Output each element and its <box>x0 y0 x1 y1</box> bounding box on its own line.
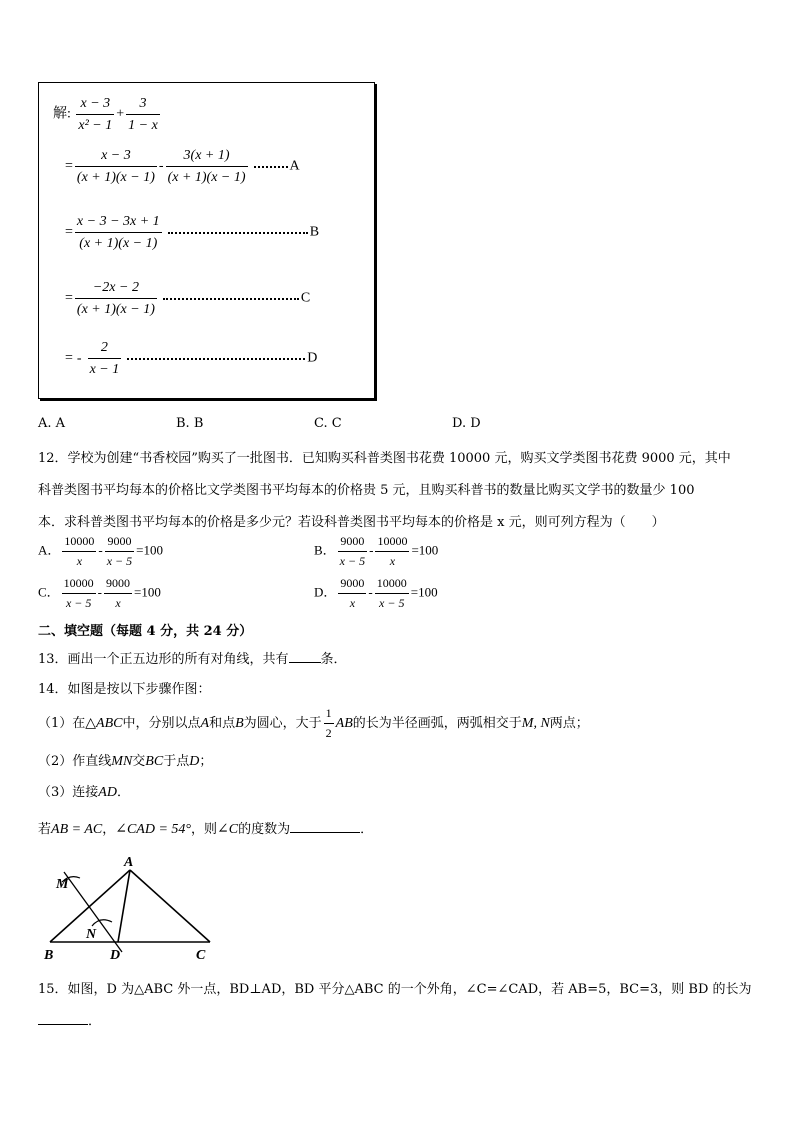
option-label: A． <box>38 542 61 558</box>
q13-text: 13．画出一个正五边形的所有对角线，共有 <box>38 652 289 667</box>
operator: + <box>116 106 125 122</box>
q12-option-a[interactable] <box>38 534 163 569</box>
numerator: 3(x + 1) <box>166 147 248 167</box>
label-b: B <box>44 948 54 963</box>
text: （2）作直线 <box>38 754 112 769</box>
q14-step-2 <box>38 750 212 770</box>
leader-dots <box>168 232 308 234</box>
denominator: x <box>389 554 396 568</box>
leader-dots <box>127 358 305 360</box>
text: ． <box>88 1014 102 1029</box>
text: 为圆心，大于 <box>243 716 322 731</box>
label-d: D <box>110 948 121 963</box>
q13 <box>38 648 347 667</box>
rhs: =100 <box>134 584 161 600</box>
rhs: =100 <box>136 542 164 558</box>
numerator: 2 <box>88 339 122 359</box>
label-m: M <box>56 877 69 892</box>
answer-blank[interactable] <box>38 1024 88 1025</box>
fraction <box>76 95 114 134</box>
fraction <box>375 576 409 611</box>
text: 的长为半径画弧，两弧相交于 <box>352 716 522 731</box>
label-a: A <box>124 855 134 870</box>
q14-step-3 <box>38 781 130 801</box>
math: ∠C <box>217 822 239 837</box>
fraction <box>88 339 122 378</box>
math: ∠CAD = 54° <box>115 822 191 837</box>
numerator: 10000 <box>375 576 409 594</box>
leader-dots <box>163 298 299 300</box>
math: BC <box>145 754 164 769</box>
q12-option-d[interactable] <box>314 576 438 611</box>
q12-line-3: 本．求科普类图书平均每本的价格是多少元？若设科普类图书平均每本的价格是 x 元，则可列方程为（ ） <box>38 515 665 530</box>
numerator: 10000 <box>375 534 409 552</box>
math: MN <box>111 754 133 769</box>
numerator: −2x − 2 <box>75 279 157 299</box>
operator: - <box>98 542 103 558</box>
text: 于点 <box>163 754 190 769</box>
fraction <box>62 534 96 569</box>
denominator: x <box>349 596 356 610</box>
text: 两点； <box>549 716 589 731</box>
numerator: 9000 <box>338 576 366 594</box>
math: △ABC <box>85 716 123 731</box>
operator: - <box>97 584 103 600</box>
label-n: N <box>86 927 97 942</box>
solution-line-b <box>65 213 319 252</box>
math: M, N <box>521 716 550 731</box>
q11-option-c[interactable]: C. C <box>314 416 342 431</box>
q11-option-d[interactable]: D. D <box>452 416 481 431</box>
text: 交 <box>132 754 146 769</box>
denominator: x² − 1 <box>78 118 113 133</box>
text: ． <box>360 822 374 837</box>
solution-line-c <box>65 279 310 318</box>
numerator: x − 3 − 3x + 1 <box>75 213 162 233</box>
q12-option-b[interactable] <box>314 534 438 569</box>
denominator: x − 5 <box>339 554 366 568</box>
math: B <box>235 716 244 731</box>
denominator: (x + 1)(x − 1) <box>79 236 158 251</box>
numerator: 9000 <box>104 576 132 594</box>
text: ； <box>199 754 213 769</box>
text: 的度数为 <box>238 822 291 837</box>
equals: = <box>65 224 73 240</box>
q12-line-1: 12．学校为创建“书香校园”购买了一批图书．已知购买科普类图书花费 10000 元，购买文学类图书花费 9000 元，其中 <box>38 451 731 466</box>
numerator: x − 3 <box>75 147 157 167</box>
numerator: 1 <box>324 706 334 724</box>
fraction <box>104 576 132 611</box>
denominator: (x + 1)(x − 1) <box>167 170 246 185</box>
answer-blank[interactable] <box>289 662 321 663</box>
solution-line-a <box>65 147 300 186</box>
option-label: B． <box>314 542 336 558</box>
fraction <box>126 95 160 134</box>
equals: = <box>65 290 73 306</box>
numerator: x − 3 <box>76 95 114 115</box>
triangle-figure <box>40 852 220 964</box>
step-tag: C <box>300 290 311 306</box>
math: D <box>189 754 200 769</box>
text: （3）连接 <box>38 785 99 800</box>
q14-step-1 <box>38 706 589 741</box>
q15-line-2 <box>38 1010 101 1029</box>
denominator: 1 − x <box>128 118 158 133</box>
denominator: x − 5 <box>106 554 133 568</box>
fraction <box>338 576 366 611</box>
q12-line-2: 科普类图书平均每本的价格比文学类图书平均每本的价格贵 5 元，且购买科普书的数量比购买文学书的数量少 100 <box>38 483 695 498</box>
equals: = <box>65 158 73 174</box>
q11-option-b[interactable]: B. B <box>176 416 204 431</box>
q11-option-a[interactable]: A. A <box>38 416 66 431</box>
text: （1）在 <box>38 716 86 731</box>
q14-condition <box>38 818 373 838</box>
math: AB = AC <box>51 822 103 837</box>
rhs: =100 <box>411 542 439 558</box>
equals: = <box>65 350 73 366</box>
math: AB <box>335 716 353 731</box>
fraction <box>75 147 157 186</box>
numerator: 10000 <box>62 576 96 594</box>
fraction <box>375 534 409 569</box>
step-tag: D <box>307 350 318 366</box>
numerator: 9000 <box>105 534 134 552</box>
solution-line-d <box>65 339 317 378</box>
fraction <box>338 534 367 569</box>
denominator: x <box>76 554 83 568</box>
text: ，则 <box>191 822 218 837</box>
q13-text-end: 条． <box>320 652 347 667</box>
q15-line-1: 15．如图，D 为△ABC 外一点，BD⊥AD，BD 平分△ABC 的一个外角，∠C=∠CAD，若 AB=5，BC=3，则 BD 的长为 <box>38 982 752 997</box>
section-title: 二、填空题（每题 4 分，共 24 分） <box>38 624 253 639</box>
solution-intro: 解: <box>53 106 71 122</box>
denominator: x − 5 <box>379 596 405 610</box>
negative-sign: - <box>76 350 82 366</box>
q12-option-c[interactable] <box>38 576 161 611</box>
step-tag: B <box>309 224 320 240</box>
denominator: x <box>115 596 121 610</box>
numerator: 3 <box>126 95 160 115</box>
denominator: x − 5 <box>65 596 92 610</box>
option-label: C． <box>38 584 60 600</box>
label-c: C <box>196 948 206 963</box>
solution-line-0 <box>53 95 162 134</box>
text: ， <box>102 822 116 837</box>
denominator: 2 <box>325 726 332 740</box>
fraction <box>105 534 134 569</box>
answer-blank[interactable] <box>290 832 360 833</box>
operator: - <box>369 542 374 558</box>
segment-ad <box>118 870 130 942</box>
segment-ac <box>130 870 210 942</box>
text: 中，分别以点 <box>122 716 201 731</box>
numerator: 10000 <box>62 534 96 552</box>
fraction <box>166 147 248 186</box>
q14-intro: 14．如图是按以下步骤作图： <box>38 682 211 697</box>
denominator: x − 1 <box>89 362 120 377</box>
operator: - <box>368 584 373 600</box>
denominator: (x + 1)(x − 1) <box>76 302 155 317</box>
option-label: D． <box>314 584 337 600</box>
rhs: =100 <box>410 584 438 600</box>
leader-dots <box>254 166 288 168</box>
math: AD <box>98 785 117 800</box>
text: ． <box>116 785 130 800</box>
solution-box <box>38 82 375 399</box>
step-tag: A <box>289 158 300 174</box>
fraction <box>75 279 157 318</box>
fraction <box>324 706 334 741</box>
text: 和点 <box>209 716 236 731</box>
numerator: 9000 <box>338 534 367 552</box>
text: 若 <box>38 822 52 837</box>
operator: - <box>158 158 164 174</box>
denominator: (x + 1)(x − 1) <box>76 170 155 185</box>
math: A <box>200 716 210 731</box>
fraction <box>62 576 96 611</box>
fraction <box>75 213 162 252</box>
